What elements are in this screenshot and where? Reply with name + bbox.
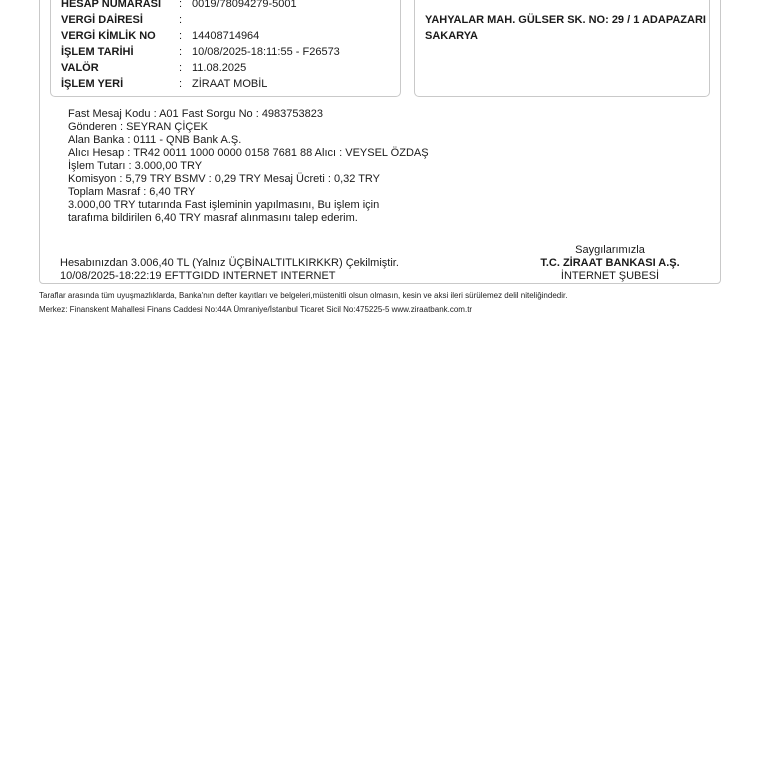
value-date-value: 11.08.2025	[192, 62, 247, 74]
tax-office-label: VERGİ DAİRESİ	[61, 14, 143, 26]
colon: :	[179, 0, 183, 10]
fast-message-line: Fast Mesaj Kodu : A01 Fast Sorgu No : 4983753823	[68, 108, 323, 120]
headquarters-info: Merkez: Finanskent Mahallesi Finans Caddesi No:44A Ümraniye/İstanbul Ticaret Sicil No:475225-5 www.ziraatbank.com.tr	[39, 305, 473, 314]
colon: :	[179, 78, 183, 90]
total-fee-line: Toplam Masraf : 6,40 TRY	[68, 186, 196, 198]
transaction-place-label: İŞLEM YERİ	[61, 78, 124, 90]
legal-disclaimer: Taraflar arasında tüm uyuşmazlıklarda, Banka'nın defter kayıtları ve belgeleri,müstenitli olsun olmasın, kesin ve aksi ileri sürülemez delil niteliğindedir.	[39, 291, 568, 300]
branch-name: İNTERNET ŞUBESİ	[560, 270, 660, 282]
address-line-2: SAKARYA	[425, 30, 478, 42]
closing-text: Saygılarımızla	[575, 244, 645, 256]
reference-line: 10/08/2025-18:22:19 EFTTGIDD INTERNET INTERNET	[60, 270, 336, 282]
colon: :	[179, 62, 183, 74]
transaction-amount-line: İşlem Tutarı : 3.000,00 TRY	[68, 160, 203, 172]
sender-line: Gönderen : SEYRAN ÇİÇEK	[68, 121, 209, 133]
debit-summary: Hesabınızdan 3.006,40 TL (Yalnız ÜÇBİNALTITLKIRKKR) Çekilmiştir.	[60, 257, 399, 269]
request-text-line-2: tarafıma bildirilen 6,40 TRY masraf alınmasını talep ederim.	[68, 212, 358, 224]
transaction-date-label: İŞLEM TARİHİ	[61, 46, 134, 58]
request-text-line-1: 3.000,00 TRY tutarında Fast işleminin yapılmasını, Bu işlem için	[68, 199, 380, 211]
receiving-bank-line: Alan Banka : 0111 - QNB Bank A.Ş.	[68, 134, 242, 146]
tax-id-label: VERGİ KİMLİK NO	[61, 30, 156, 42]
account-number-value: 0019/78094279-5001	[192, 0, 297, 10]
address-line-1: YAHYALAR MAH. GÜLSER SK. NO: 29 / 1 ADAPAZARI	[425, 14, 706, 26]
commission-line: Komisyon : 5,79 TRY BSMV : 0,29 TRY Mesaj Ücreti : 0,32 TRY	[68, 173, 381, 185]
colon: :	[179, 30, 183, 42]
transaction-place-value: ZİRAAT MOBİL	[192, 78, 268, 90]
transaction-date-value: 10/08/2025-18:11:55 - F26573	[192, 46, 340, 58]
tax-id-value: 14408714964	[192, 30, 260, 42]
colon: :	[179, 46, 183, 58]
value-date-label: VALÖR	[61, 62, 99, 74]
recipient-account-line: Alıcı Hesap : TR42 0011 1000 0000 0158 7681 88 Alıcı : VEYSEL ÖZDAŞ	[68, 147, 429, 159]
colon: :	[179, 14, 183, 26]
account-number-label: HESAP NUMARASI	[61, 0, 162, 10]
bank-name: T.C. ZİRAAT BANKASI A.Ş.	[540, 257, 680, 269]
